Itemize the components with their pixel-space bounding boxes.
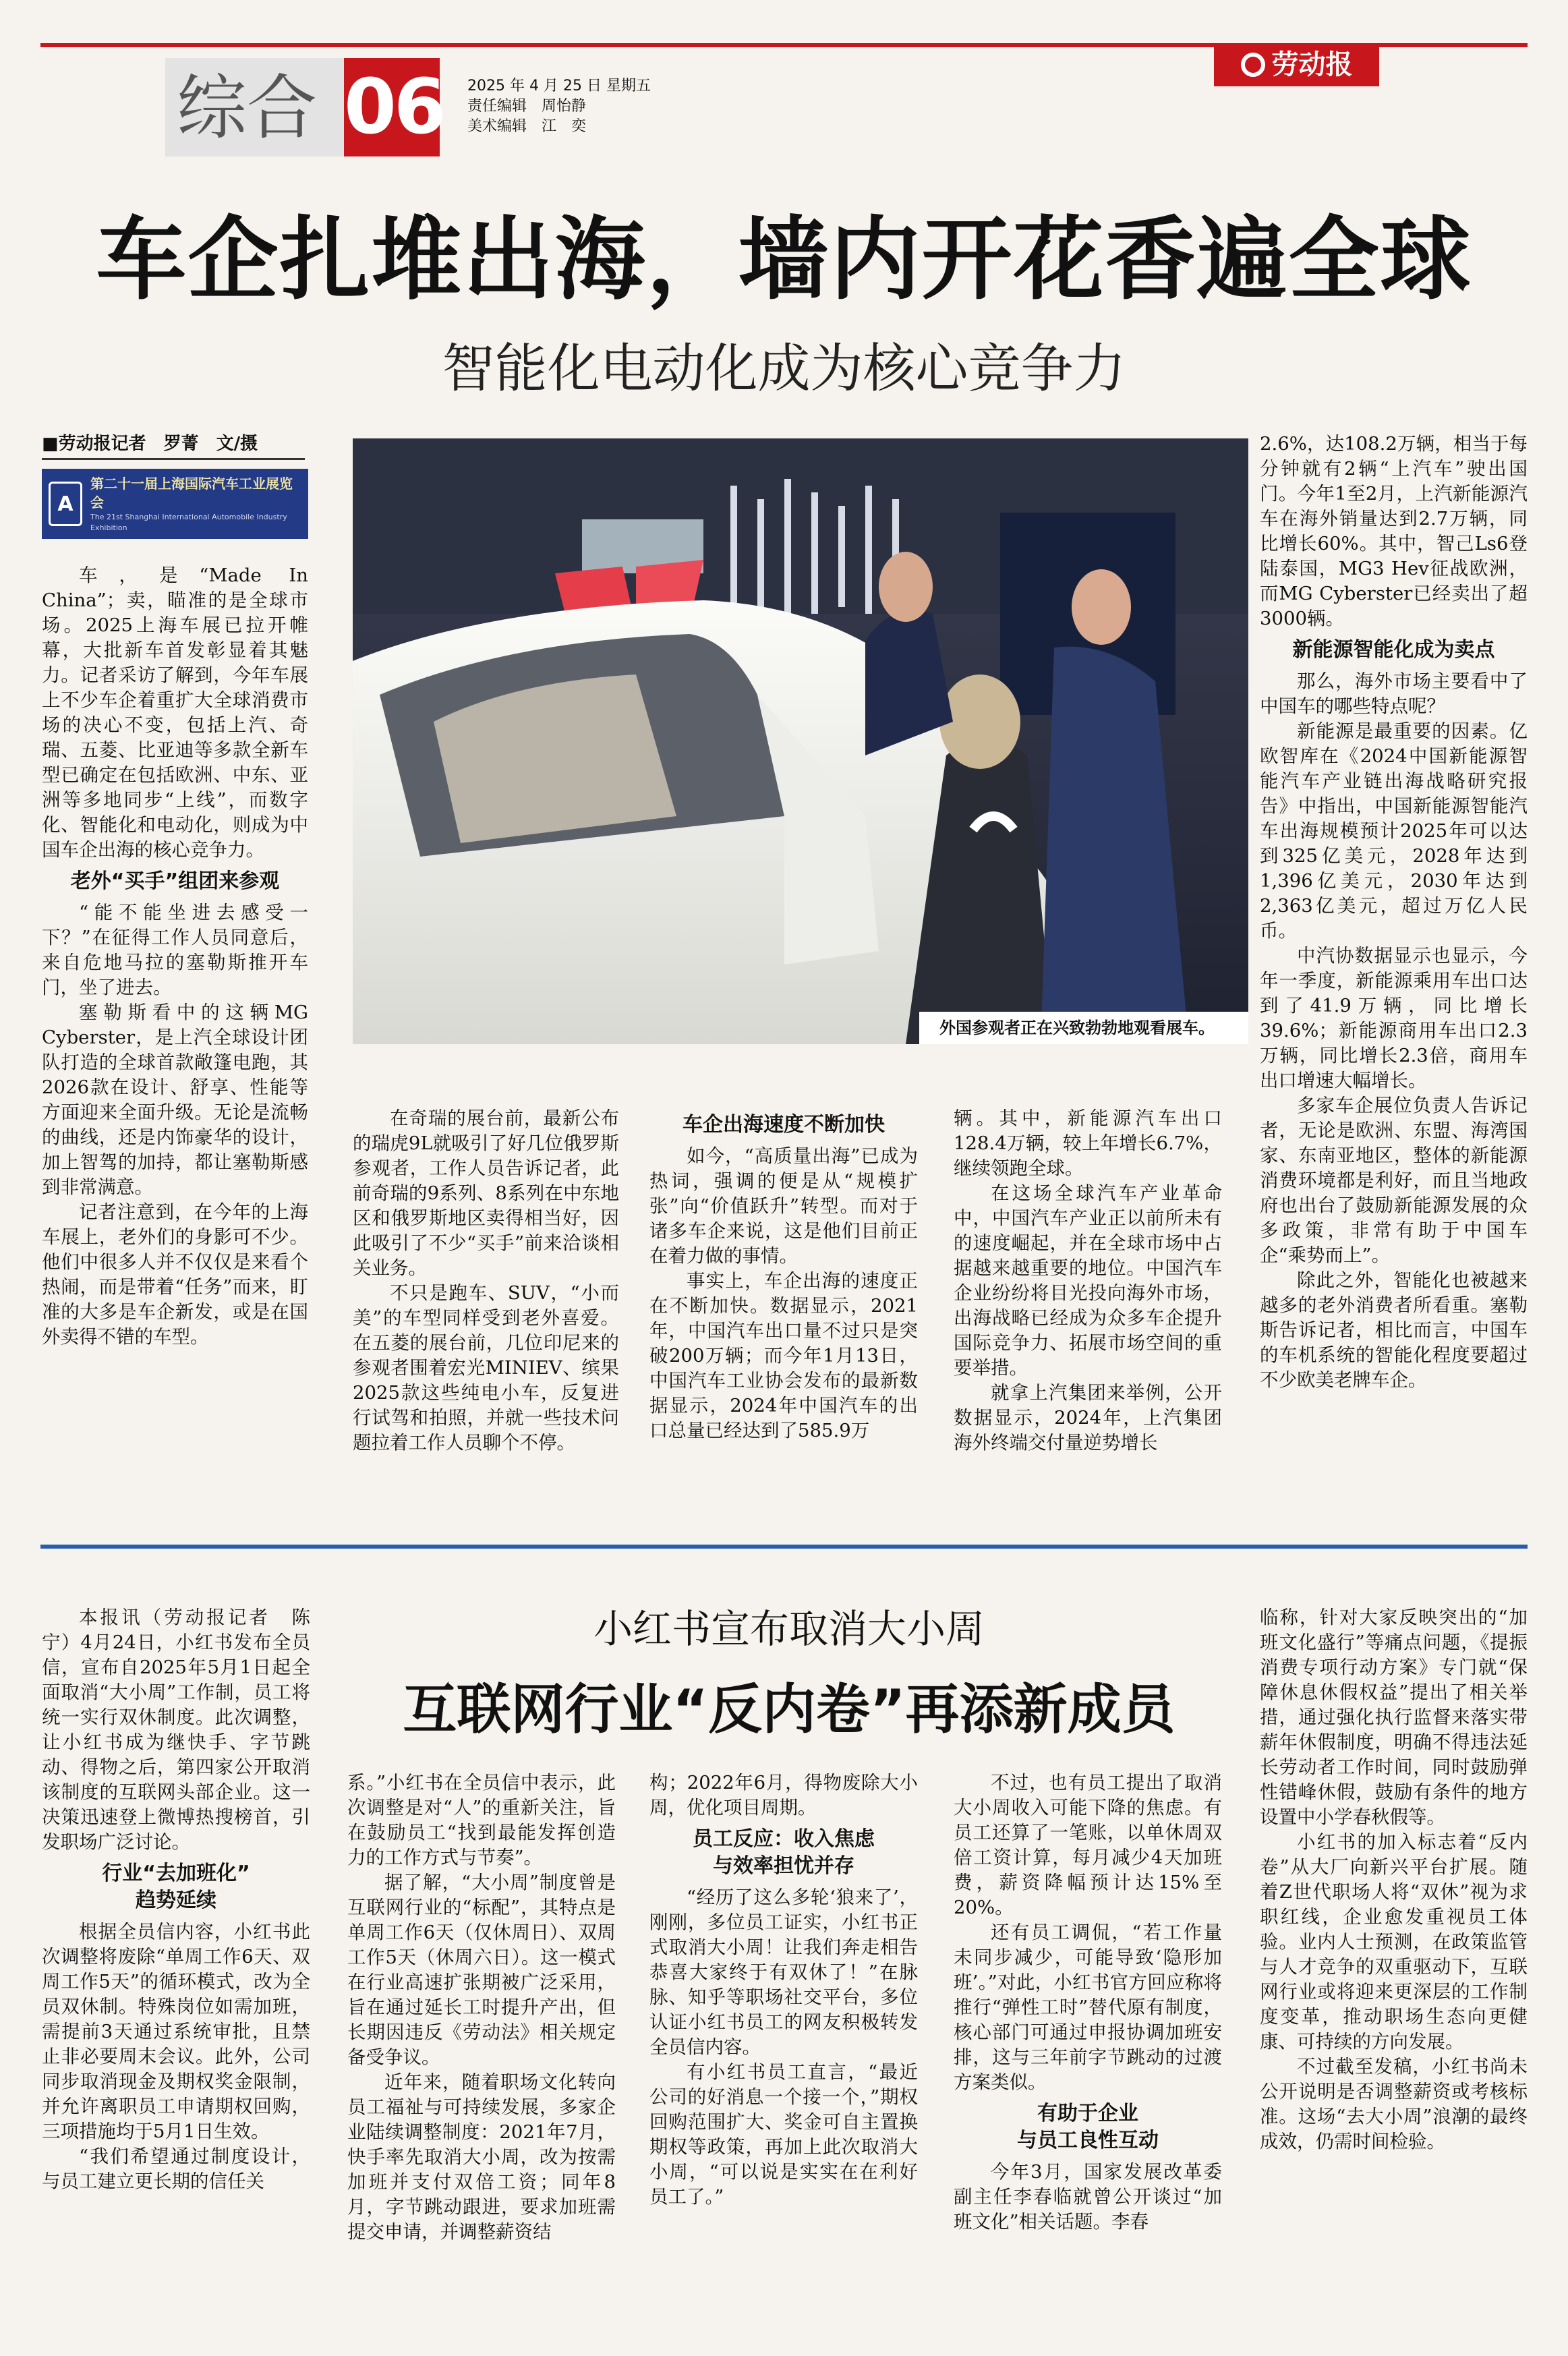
art-editor: 美术编辑 江 奕 [467, 118, 587, 135]
paragraph: 构；2022年6月，得物废除大小周，优化项目周期。 [649, 1772, 918, 1818]
paragraph: 有小红书员工直言，“最近公司的好消息一个接一个，”期权回购范围扩大、奖金可自主置换期权等政策，再加上此次取消大小周，“可以说是实实在在利好员工了。” [649, 2061, 918, 2208]
paragraph: 不过截至发稿，小红书尚未公开说明是否调整薪资或考核标准。这场“去大小周”浪潮的最终成效，仍需时间检验。 [1260, 2056, 1528, 2152]
paragraph: “我们希望通过制度设计，与员工建立更长期的信任关 [42, 2146, 310, 2192]
paragraph: 本报讯（劳动报记者 陈宁）4月24日，小红书发布全员信，宣布自2025年5月1日起全面取消“大小周”工作制，员工将统一实行双休制度。此次调整，让小红书成为继快手、字节跳动、得物之后，第四家公开取消该制度的互联网头部企业。这一决策迅速登上微博热搜榜首，引发职场广泛讨论。 [42, 1607, 310, 1853]
paragraph: 不过，也有员工提出了取消大小周收入可能下降的焦虑。有员工还算了一笔账，以单休周双倍工资计算，每月减少4天加班费，薪资降幅预计达15%至20%。 [954, 1772, 1222, 1918]
paragraph: 多家车企展位负责人告诉记者，无论是欧洲、东盟、海湾国家、东南亚地区，整体的新能源消费环境都是利好，而且当地政府也出台了鼓励新能源发展的众多政策，非常有助于中国车企“乘势而上”。 [1260, 1095, 1528, 1266]
newspaper-logo [1214, 43, 1379, 86]
paragraph: 新能源是最重要的因素。亿欧智库在《2024中国新能源智能汽车产业链出海战略研究报告》中指出，中国新能源智能汽车出海规模预计2025年可以达到325亿美元，2028年达到1,396亿美元，2030年达到2,363亿美元，超过万亿人民币。 [1260, 720, 1528, 942]
paragraph: 在奇瑞的展台前，最新公布的瑞虎9L就吸引了好几位俄罗斯参观者，工作人员告诉记者，此前奇瑞的9系列、8系列在中东地区和俄罗斯地区卖得相当好，因此吸引了不少“买手”前来洽谈相关业务。 [353, 1108, 619, 1279]
logo-text: 劳动报 [1271, 49, 1353, 80]
paragraph: 那么，海外市场主要看中了中国车的哪些特点呢？ [1260, 670, 1528, 717]
photo-caption: 外国参观者正在兴致勃勃地观看展车。 [919, 1012, 1248, 1044]
article2-column-2 [347, 1771, 616, 2245]
paragraph: 中汽协数据显示也显示，今年一季度，新能源乘用车出口达到了41.9万辆，同比增长39.6%；新能源商用车出口2.3万辆，同比增长2.3倍，商用车出口增速大幅增长。 [1260, 945, 1528, 1091]
banner-title: 第二十一届上海国际汽车工业展览会 [90, 476, 293, 511]
paragraph: 如今，“高质量出海”已成为热词，强调的便是从“规模扩张”向“价值跃升”转型。而对于诸多车企来说，这是他们目前正在着力做的事情。 [649, 1145, 918, 1267]
subheading: 新能源智能化成为卖点 [1292, 638, 1495, 662]
paragraph: 除此之外，智能化也被越来越多的老外消费者所看重。塞勒斯告诉记者，相比而言，中国车的车机系统的智能化程度要超过不少欧美老牌车企。 [1260, 1269, 1528, 1391]
article1-column-4 [954, 1106, 1222, 1456]
paragraph: 记者注意到，在今年的上海车展上，老外们的身影可不少。他们中很多人并不仅仅是来看个热闹，而是带着“任务”而来，盯准的大多是车企新发，或是在国外卖得不错的车型。 [42, 1201, 308, 1348]
paragraph: 系。”小红书在全员信中表示，此次调整是对“人”的重新关注，旨在鼓励员工“找到最能发挥创造力的工作方式与节奏”。 [347, 1772, 616, 1868]
subheading: 老外“买手”组团来参观 [70, 869, 280, 893]
article2-column-5 [1260, 1605, 1528, 2154]
paragraph: 2.6%，达108.2万辆，相当于每分钟就有2辆“上汽车”驶出国门。今年1至2月，上汽新能源汽车在海外销量达到2.7万辆，同比增长60%。其中，智己Ls6登陆泰国，MG3 Hev征战欧洲，而MG Cyberster已经卖出了超3000辆。 [1260, 433, 1528, 629]
article1-column-3 [649, 1106, 918, 1443]
issue-info [467, 76, 651, 137]
paragraph: 今年3月，国家发展改革委副主任李春临就曾公开谈过“加班文化”相关话题。李春 [954, 2161, 1222, 2233]
subheading: 行业“去加班化” 趋势延续 [102, 1862, 250, 1912]
page-number: 06 [344, 58, 440, 156]
headline-2: 互联网行业“反内卷”再添新成员 [403, 1678, 1175, 1741]
article1-column-1 [42, 563, 308, 1350]
autoshow-logo-icon: A [49, 482, 82, 526]
paragraph: 事实上，车企出海的速度正在不断加快。数据显示，2021年，中国汽车出口量不过只是突破200万辆；而今年1月13日，中国汽车工业协会发布的最新数据显示，2024年中国汽车的出口总量已经达到了585.9万 [649, 1270, 918, 1441]
article2-column-1 [42, 1605, 310, 2194]
subheading: 员工反应：收入焦虑 与效率担忧并存 [693, 1827, 875, 1878]
byline: ■劳动报记者 罗菁 文/摄 [42, 434, 258, 454]
section-title: 综合 [177, 67, 318, 149]
paragraph: 根据全员信内容，小红书此次调整将废除“单周工作6天、双周工作5天”的循环模式，改为全员双休制。特殊岗位如需加班，需提前3天通过系统审批，且禁止非必要周末会议。此外，公司同步取消现金及期权奖金限制，并允许离职员工申请期权回购，三项措施均于5月1日生效。 [42, 1921, 310, 2142]
photo-illustration [353, 438, 1248, 1044]
paragraph: “能不能坐进去感受一下？”在征得工作人员同意后，来自危地马拉的塞勒斯推开车门，坐了进去。 [42, 902, 308, 998]
paragraph: 在这场全球汽车产业革命中，中国汽车产业正以前所未有的速度崛起，并在全球市场中占据越来越重要的地位。中国汽车企业纷纷将目光投向海外市场，出海战略已经成为众多车企提升国际竞争力、拓展市场空间的重要举措。 [954, 1182, 1222, 1379]
article2-column-3 [649, 1771, 918, 2210]
paragraph: 小红书的加入标志着“反内卷”从大厂向新兴平台扩展。随着Z世代职场人将“双休”视为求职红线，企业愈发重视员工体验。业内人士预测，在政策监管与人才竞争的双重驱动下，互联网行业或将迎来更深层的工作制度变革，推动职场生态向更健康、可持续的方向发展。 [1260, 1831, 1528, 2052]
banner-subtitle: The 21st Shanghai International Automobile Industry Exhibition [90, 513, 287, 532]
paragraph: 还有员工调侃，“若工作量未同步减少，可能导致‘隐形加班’。”对此，小红书官方回应称将推行“弹性工时”替代原有制度，核心部门可通过申报协调加班安排，这与三年前字节跳动的过渡方案类似。 [954, 1922, 1222, 2093]
paragraph: 据了解，“大小周”制度曾是互联网行业的“标配”，其特点是单周工作6天（仅休周日）、双周工作5天（休周六日）。这一模式在行业高速扩张期被广泛采用，旨在通过延长工时提升产出，但长期因违反《劳动法》相关规定备受争议。 [347, 1872, 616, 2068]
paragraph: 就拿上汽集团来举例，公开数据显示，2024年，上汽集团海外终端交付量逆势增长 [954, 1382, 1222, 1454]
kicker-2: 小红书宣布取消大小周 [593, 1606, 985, 1652]
article1-column-5 [1260, 432, 1528, 1393]
subheading: 车企出海速度不断加快 [683, 1113, 885, 1137]
subhead-1: 智能化电动化成为核心竞争力 [442, 339, 1126, 399]
paragraph: 不只是跑车、SUV，“小而美”的车型同样受到老外喜爱。在五菱的展台前，几位印尼来的参观者围着宏光MINIEV、缤果2025款这些纯电小车，反复进行试驾和拍照，并就一些技术问题拉着工作人员聊个不停。 [353, 1282, 619, 1454]
paragraph: 辆。其中，新能源汽车出口128.4万辆，较上年增长6.7%，继续领跑全球。 [954, 1108, 1222, 1179]
headline-1: 车企扎堆出海，墙内开花香遍全球 [96, 207, 1472, 312]
responsible-editor: 责任编辑 周怡静 [467, 98, 587, 115]
logo-mark-icon [1241, 53, 1265, 77]
byline-rule [42, 458, 305, 460]
paragraph: 临称，针对大家反映突出的“加班文化盛行”等痛点问题，《提振消费专项行动方案》专门就“保障休息休假权益”提出了相关举措，通过强化执行监督来落实带薪年休假制度，明确不得违法延长劳动者工作时间，同时鼓励弹性错峰休假，鼓励有条件的地方设置中小学春秋假等。 [1260, 1607, 1528, 1828]
issue-date: 2025 年 4 月 25 日 星期五 [467, 78, 651, 94]
paragraph: 近年来，随着职场文化转向员工福祉与可持续发展，多家企业陆续调整制度：2021年7月，快手率先取消大小周，改为按需加班并支付双倍工资；同年8月，字节跳动跟进，要求加班需提交申请，并调整薪资结 [347, 2071, 616, 2243]
paragraph: “经历了这么多轮‘狼来了’，刚刚，多位员工证实，小红书正式取消大小周！让我们奔走相告恭喜大家终于有双休了！”在脉脉、知乎等职场社交平台，多位认证小红书员工的网友积极转发全员信内容。 [649, 1887, 918, 2058]
autoshow-banner [42, 469, 308, 539]
paragraph: 车，是“Made In China”；卖，瞄准的是全球市场。2025上海车展已拉开帷幕，大批新车首发彰显着其魅力。记者采访了解到，今年车展上不少车企着重扩大全球消费市场的决心不变，包括上汽、奇瑞、五菱、比亚迪等多款全新车型已确定在包括欧洲、中东、亚洲等多地同步“上线”，而数字化、智能化和电动化，则成为中国车企出海的核心竞争力。 [42, 565, 308, 861]
showroom-photo [353, 438, 1248, 1044]
paragraph: 塞勒斯看中的这辆MG Cyberster，是上汽全球设计团队打造的全球首款敞篷电跑，其2026款在设计、舒享、性能等方面迎来全面升级。无论是流畅的曲线，还是内饰豪华的设计，加上智驾的加持，都让塞勒斯感到非常满意。 [42, 1002, 308, 1198]
subheading: 有助于企业 与员工良性互动 [1017, 2102, 1159, 2152]
article2-column-4 [954, 1771, 1222, 2235]
section-divider [40, 1545, 1528, 1549]
article1-column-2 [353, 1106, 619, 1456]
